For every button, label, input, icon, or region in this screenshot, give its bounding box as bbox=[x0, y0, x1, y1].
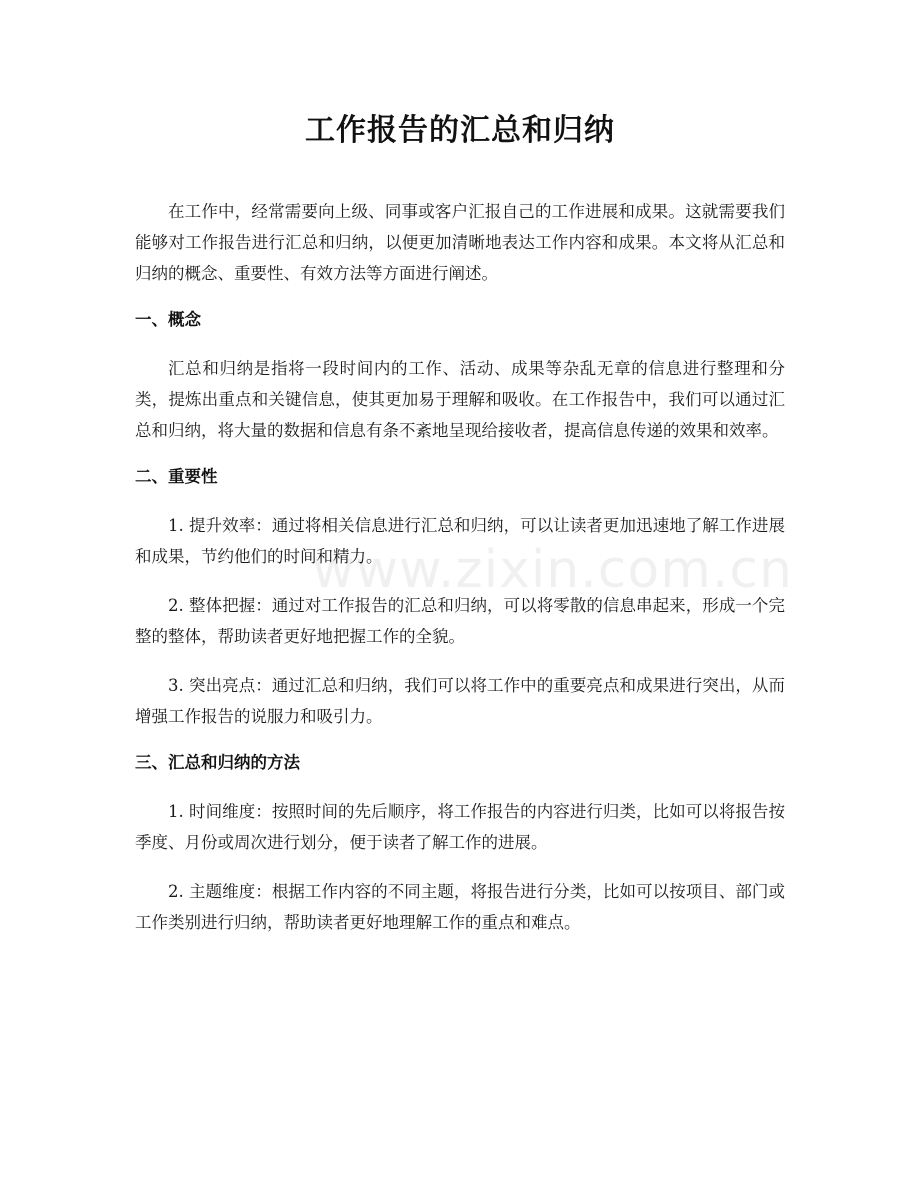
importance-item-1: 1. 提升效率：通过将相关信息进行汇总和归纳，可以让读者更加迅速地了解工作进展和成果，节约他们的时间和精力。 bbox=[135, 516, 785, 566]
section-heading-methods: 三、汇总和归纳的方法 bbox=[135, 753, 300, 772]
intro-paragraph: 在工作中，经常需要向上级、同事或客户汇报自己的工作进展和成果。这就需要我们能够对工作报告进行汇总和归纳，以便更加清晰地表达工作内容和成果。本文将从汇总和归纳的概念、重要性、有效方法等方面进行阐述。 bbox=[135, 202, 785, 283]
section-heading-importance: 二、重要性 bbox=[135, 467, 218, 486]
concept-paragraph: 汇总和归纳是指将一段时间内的工作、活动、成果等杂乱无章的信息进行整理和分类，提炼出重点和关键信息，使其更加易于理解和吸收。在工作报告中，我们可以通过汇总和归纳，将大量的数据和信息有条不紊地呈现给接收者，提高信息传递的效果和效率。 bbox=[135, 359, 785, 440]
importance-item-3: 3. 突出亮点：通过汇总和归纳，我们可以将工作中的重要亮点和成果进行突出，从而增强工作报告的说服力和吸引力。 bbox=[135, 676, 785, 726]
document-content bbox=[135, 100, 785, 956]
document-title: 工作报告的汇总和归纳 bbox=[305, 113, 615, 148]
method-item-1: 1. 时间维度：按照时间的先后顺序，将工作报告的内容进行归类，比如可以将报告按季度、月份或周次进行划分，便于读者了解工作的进展。 bbox=[135, 802, 785, 852]
importance-item-2: 2. 整体把握：通过对工作报告的汇总和归纳，可以将零散的信息串起来，形成一个完整的整体，帮助读者更好地把握工作的全貌。 bbox=[135, 596, 785, 646]
method-item-2: 2. 主题维度：根据工作内容的不同主题，将报告进行分类，比如可以按项目、部门或工作类别进行归纳，帮助读者更好地理解工作的重点和难点。 bbox=[135, 882, 785, 932]
watermark-text: www.zixin.com.cn bbox=[312, 540, 793, 600]
section-heading-concept: 一、概念 bbox=[135, 310, 201, 329]
